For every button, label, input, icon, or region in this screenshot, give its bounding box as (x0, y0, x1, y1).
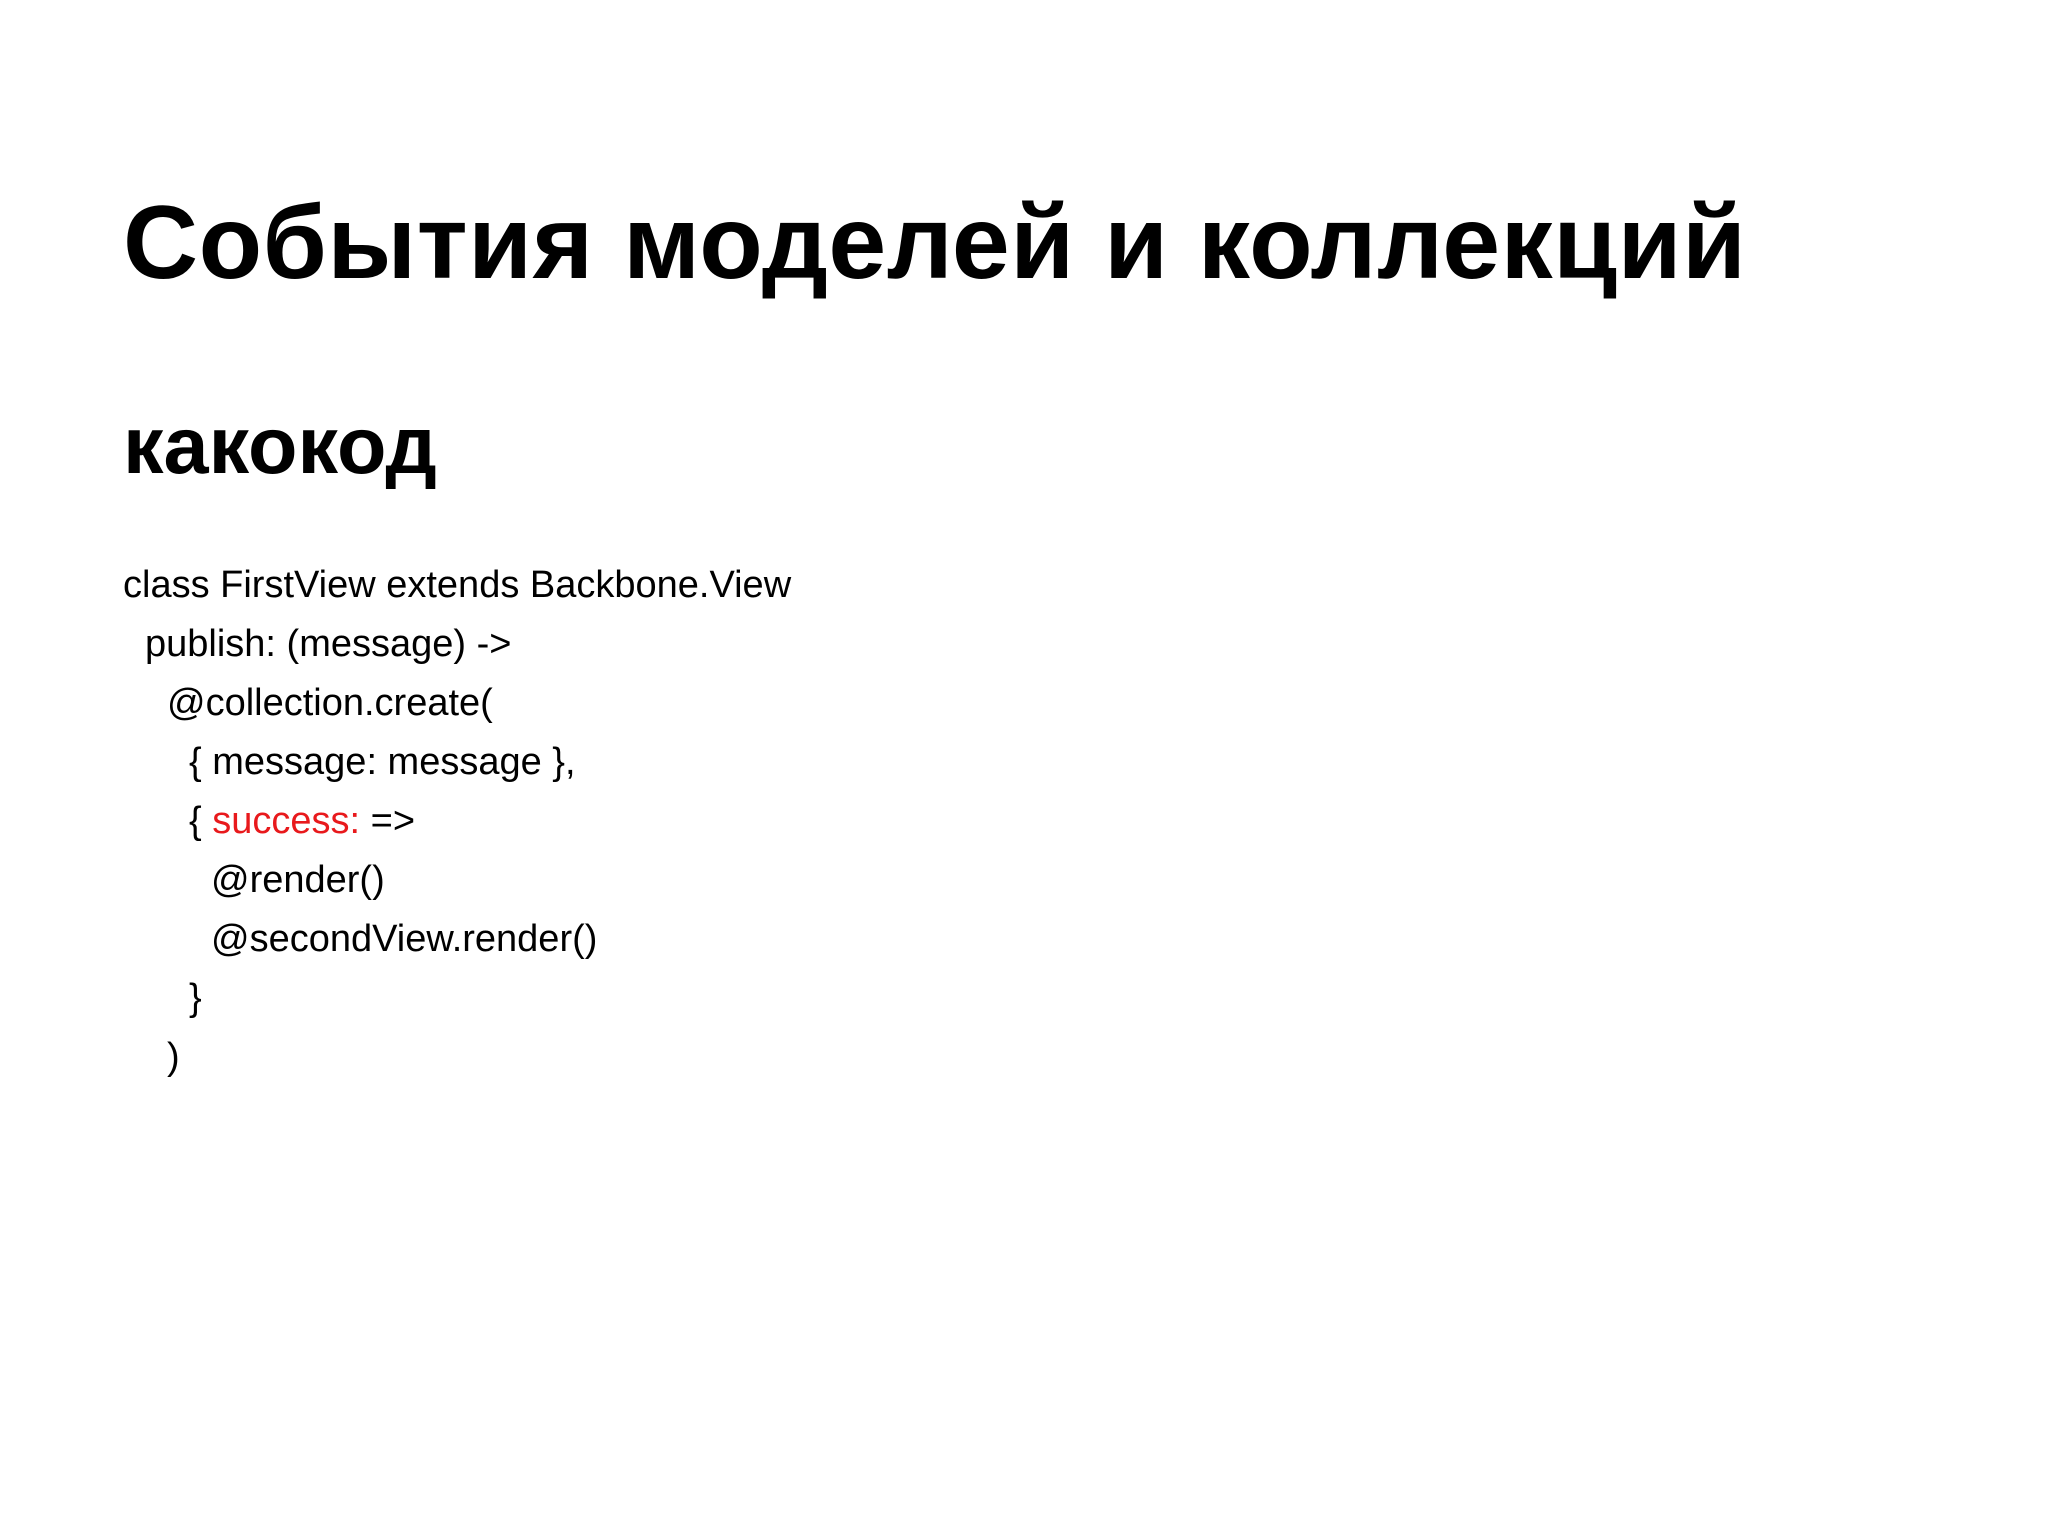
code-line (123, 851, 791, 910)
code-text: @collection.create( (167, 682, 493, 724)
code-text: ) (167, 1036, 180, 1078)
code-line (123, 556, 791, 615)
code-text: publish: (message) -> (145, 623, 512, 665)
code-text: { (189, 800, 213, 842)
code-block (123, 556, 791, 1087)
code-text: @render() (211, 859, 385, 901)
code-text: class FirstView extends Backbone.View (123, 564, 792, 606)
code-text: @secondView.render() (211, 918, 598, 960)
code-text: => (360, 800, 416, 842)
code-line (123, 792, 791, 851)
code-line (123, 1028, 791, 1087)
code-text: { message: message }, (189, 741, 576, 783)
code-text: } (189, 977, 202, 1019)
slide-title: События моделей и коллекций (123, 185, 1747, 301)
code-line (123, 969, 791, 1028)
slide-subtitle: какокод (123, 401, 437, 491)
code-line (123, 674, 791, 733)
code-line (123, 615, 791, 674)
highlighted-keyword: success: (212, 800, 361, 842)
code-line (123, 910, 791, 969)
code-line (123, 733, 791, 792)
